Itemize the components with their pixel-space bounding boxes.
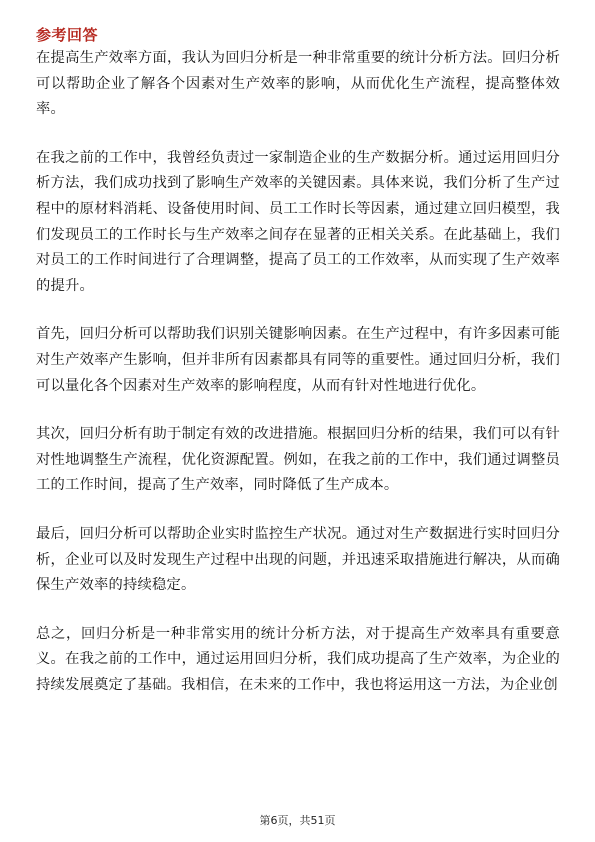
paragraph-first-point: 首先，回归分析可以帮助我们识别关键影响因素。在生产过程中，有许多因素可能对生产效率产生影响，但并非所有因素都具有同等的重要性。通过回归分析，我们可以量化各个因素对生产效率的影响程度，从而有针对性地进行优化。 <box>36 326 560 394</box>
section-heading: 参考回答 <box>36 26 99 44</box>
paragraph-second-point: 其次，回归分析有助于制定有效的改进措施。根据回归分析的结果，我们可以有针对性地调整生产流程，优化资源配置。例如，在我之前的工作中，我们通过调整员工的工作时间，提高了生产效率，同时降低了生产成本。 <box>36 426 560 494</box>
page-number: 第6页，共51页 <box>259 814 336 827</box>
paragraph-conclusion: 总之，回归分析是一种非常实用的统计分析方法，对于提高生产效率具有重要意义。在我之前的工作中，通过运用回归分析，我们成功提高了生产效率，为企业的持续发展奠定了基础。我相信，在未来的工作中，我也将运用这一方法，为企业创 <box>36 625 560 693</box>
paragraph-experience: 在我之前的工作中，我曾经负责过一家制造企业的生产数据分析。通过运用回归分析方法，我们成功找到了影响生产效率的关键因素。具体来说，我们分析了生产过程中的原材料消耗、设备使用时间、员工工作时长等因素，通过建立回归模型，我们发现员工的工作时长与生产效率之间存在显著的正相关关系。在此基础上，我们对员工的工作时间进行了合理调整，提高了员工的工作效率，从而实现了生产效率的提升。 <box>36 149 560 294</box>
answer-body <box>36 46 560 721</box>
paragraph-intro: 在提高生产效率方面，我认为回归分析是一种非常重要的统计分析方法。回归分析可以帮助企业了解各个因素对生产效率的影响，从而优化生产流程，提高整体效率。 <box>36 50 560 118</box>
paragraph-third-point: 最后，回归分析可以帮助企业实时监控生产状况。通过对生产数据进行实时回归分析，企业可以及时发现生产过程中出现的问题，并迅速采取措施进行解决，从而确保生产效率的持续稳定。 <box>36 525 560 594</box>
